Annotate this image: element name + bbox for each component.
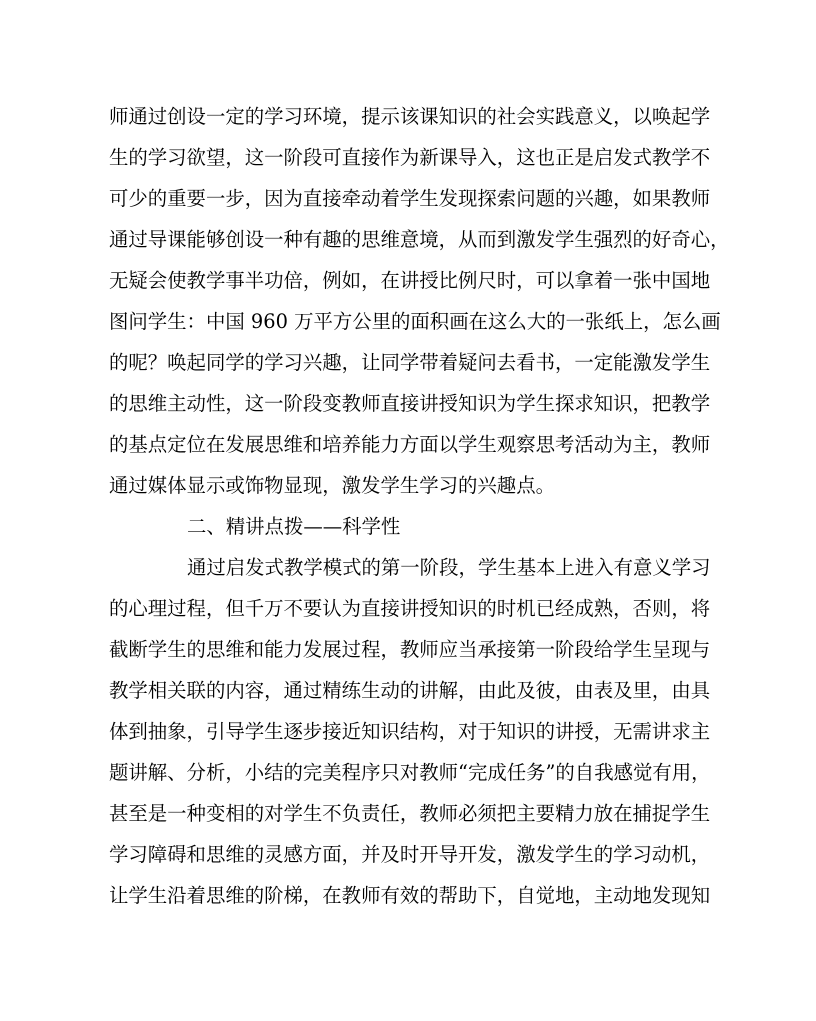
text-line: 截断学生的思维和能力发展过程，教师应当承接第一阶段给学生呈现与 bbox=[109, 638, 711, 661]
text-line: 的基点定位在发展思维和培养能力方面以学生观察思考活动为主，教师 bbox=[109, 433, 711, 456]
text-line: 的心理过程，但千万不要认为直接讲授知识的时机已经成熟，否则，将 bbox=[109, 597, 711, 620]
text-line: 学习障碍和思维的灵感方面，并及时开导开发，激发学生的学习动机， bbox=[109, 843, 711, 866]
text-line: 体到抽象，引导学生逐步接近知识结构，对于知识的讲授，无需讲求主 bbox=[109, 720, 711, 743]
text-line: 可少的重要一步，因为直接牵动着学生发现探索问题的兴趣，如果教师 bbox=[109, 187, 711, 210]
text-line: 生的学习欲望，这一阶段可直接作为新课导入，这也正是启发式教学不 bbox=[109, 146, 711, 169]
text-line: 通过媒体显示或饰物显现，激发学生学习的兴趣点。 bbox=[109, 474, 555, 497]
text-line: 甚至是一种变相的对学生不负责任，教师必须把主要精力放在捕捉学生 bbox=[109, 802, 711, 825]
text-line: 图问学生：中国 960 万平方公里的面积画在这么大的一张纸上，怎么画 bbox=[109, 310, 721, 333]
text-line: 通过启发式教学模式的第一阶段，学生基本上进入有意义学习 bbox=[187, 556, 711, 579]
text-line: 无疑会使教学事半功倍，例如，在讲授比例尺时，可以拿着一张中国地 bbox=[109, 269, 711, 292]
text-line: 教学相关联的内容，通过精练生动的讲解，由此及彼，由表及里，由具 bbox=[109, 679, 711, 702]
section-heading: 二、精讲点拨——科学性 bbox=[187, 515, 401, 538]
text-line: 题讲解、分析，小结的完美程序只对教师“完成任务”的自我感觉有用， bbox=[109, 761, 711, 784]
text-line: 通过导课能够创设一种有趣的思维意境，从而到激发学生强烈的好奇心， bbox=[109, 228, 730, 251]
text-line: 的思维主动性，这一阶段变教师直接讲授知识为学生探求知识，把教学 bbox=[109, 392, 711, 415]
text-line: 的呢？唤起同学的学习兴趣，让同学带着疑问去看书，一定能激发学生 bbox=[109, 351, 711, 374]
text-line: 让学生沿着思维的阶梯，在教师有效的帮助下，自觉地，主动地发现知 bbox=[109, 884, 711, 907]
text-line: 师通过创设一定的学习环境，提示该课知识的社会实践意义，以唤起学 bbox=[109, 105, 711, 128]
